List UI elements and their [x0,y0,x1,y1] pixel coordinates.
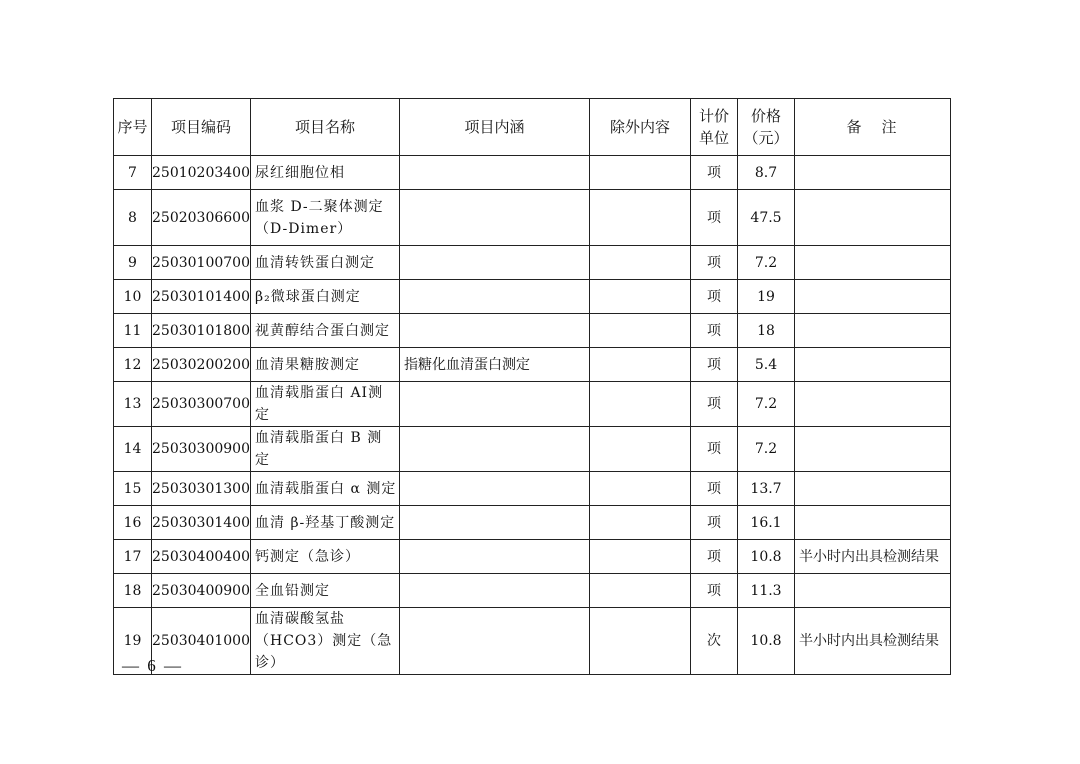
header-excluded: 除外内容 [590,99,691,156]
cell-remarks: 半小时内出具检测结果 [795,608,951,675]
cell-code: 25030301300 [152,472,251,506]
cell-seq: 9 [114,246,152,280]
cell-seq: 8 [114,190,152,246]
header-unit [691,99,738,156]
cell-seq: 12 [114,348,152,382]
table-header-row [114,99,951,156]
cell-price: 7.2 [738,382,795,427]
cell-content [400,608,590,675]
cell-price: 13.7 [738,472,795,506]
header-seq: 序号 [114,99,152,156]
cell-remarks [795,314,951,348]
cell-unit: 项 [691,348,738,382]
page-number: — 6 — [122,656,183,675]
cell-excluded [590,574,691,608]
cell-seq: 17 [114,540,152,574]
cell-seq: 15 [114,472,152,506]
cell-code: 25030401000 [152,608,251,675]
cell-excluded [590,314,691,348]
header-price-line1: 价格 [750,107,781,125]
cell-content [400,540,590,574]
cell-excluded [590,472,691,506]
cell-excluded [590,156,691,190]
cell-remarks [795,280,951,314]
cell-unit: 项 [691,382,738,427]
cell-remarks [795,427,951,472]
cell-excluded [590,506,691,540]
cell-remarks: 半小时内出具检测结果 [795,540,951,574]
header-content: 项目内涵 [400,99,590,156]
cell-remarks [795,156,951,190]
cell-unit: 次 [691,608,738,675]
cell-remarks [795,190,951,246]
header-unit-line1: 计价 [698,107,729,125]
cell-name: 血清转铁蛋白测定 [251,246,400,280]
cell-name: β₂微球蛋白测定 [251,280,400,314]
cell-price: 18 [738,314,795,348]
cell-content [400,246,590,280]
cell-code: 25010203400 [152,156,251,190]
cell-unit: 项 [691,314,738,348]
table-row [114,574,951,608]
cell-unit: 项 [691,472,738,506]
table-row [114,427,951,472]
table-row [114,540,951,574]
cell-unit: 项 [691,156,738,190]
cell-content: 指糖化血清蛋白测定 [400,348,590,382]
header-remarks: 备注 [795,99,951,156]
cell-name: 血清果糖胺测定 [251,348,400,382]
cell-name: 视黄醇结合蛋白测定 [251,314,400,348]
cell-name: 血清载脂蛋白 B 测定 [251,427,400,472]
cell-price: 7.2 [738,246,795,280]
table-row [114,156,951,190]
cell-seq: 13 [114,382,152,427]
cell-unit: 项 [691,506,738,540]
cell-code: 25030101800 [152,314,251,348]
cell-seq: 16 [114,506,152,540]
cell-code: 25020306600 [152,190,251,246]
header-unit-line2: 单位 [698,129,729,147]
cell-name: 尿红细胞位相 [251,156,400,190]
cell-excluded [590,382,691,427]
cell-excluded [590,190,691,246]
cell-code: 25030101400 [152,280,251,314]
cell-seq: 19 [114,608,152,675]
cell-seq: 10 [114,280,152,314]
cell-remarks [795,574,951,608]
table-row [114,608,951,675]
cell-excluded [590,427,691,472]
cell-price: 10.8 [738,608,795,675]
cell-seq: 14 [114,427,152,472]
cell-name: 血清 β-羟基丁酸测定 [251,506,400,540]
header-name: 项目名称 [251,99,400,156]
cell-code: 25030400900 [152,574,251,608]
cell-code: 25030301400 [152,506,251,540]
table-row [114,314,951,348]
cell-remarks [795,246,951,280]
cell-remarks [795,382,951,427]
cell-seq: 18 [114,574,152,608]
table-row [114,472,951,506]
cell-excluded [590,608,691,675]
cell-remarks [795,472,951,506]
cell-name: 血清碳酸氢盐（HCO3）测定（急诊） [251,608,400,675]
header-price [738,99,795,156]
cell-content [400,574,590,608]
cell-excluded [590,540,691,574]
table-row [114,348,951,382]
cell-excluded [590,280,691,314]
cell-unit: 项 [691,246,738,280]
cell-name: 血清载脂蛋白 α 测定 [251,472,400,506]
header-code: 项目编码 [152,99,251,156]
cell-code: 25030100700 [152,246,251,280]
table-row [114,246,951,280]
cell-price: 5.4 [738,348,795,382]
cell-content [400,382,590,427]
table-row [114,506,951,540]
header-price-line2: （元） [743,129,789,147]
cell-name: 血浆 D-二聚体测定（D-Dimer） [251,190,400,246]
cell-remarks [795,348,951,382]
cell-code: 25030400400 [152,540,251,574]
cell-unit: 项 [691,280,738,314]
table-row [114,280,951,314]
cell-excluded [590,348,691,382]
cell-name: 血清载脂蛋白 AI测定 [251,382,400,427]
cell-price: 10.8 [738,540,795,574]
cell-price: 19 [738,280,795,314]
cell-code: 25030200200 [152,348,251,382]
cell-content [400,314,590,348]
cell-unit: 项 [691,190,738,246]
cell-seq: 7 [114,156,152,190]
cell-remarks [795,506,951,540]
cell-seq: 11 [114,314,152,348]
cell-name: 全血铅测定 [251,574,400,608]
cell-price: 8.7 [738,156,795,190]
cell-price: 11.3 [738,574,795,608]
cell-content [400,280,590,314]
cell-unit: 项 [691,427,738,472]
cell-unit: 项 [691,574,738,608]
cell-name: 钙测定（急诊） [251,540,400,574]
price-table [113,98,951,675]
cell-price: 7.2 [738,427,795,472]
cell-content [400,472,590,506]
cell-price: 47.5 [738,190,795,246]
cell-unit: 项 [691,540,738,574]
cell-price: 16.1 [738,506,795,540]
cell-code: 25030300700 [152,382,251,427]
cell-excluded [590,246,691,280]
cell-content [400,156,590,190]
table-row [114,382,951,427]
cell-code: 25030300900 [152,427,251,472]
cell-content [400,506,590,540]
cell-content [400,190,590,246]
table-row [114,190,951,246]
cell-content [400,427,590,472]
